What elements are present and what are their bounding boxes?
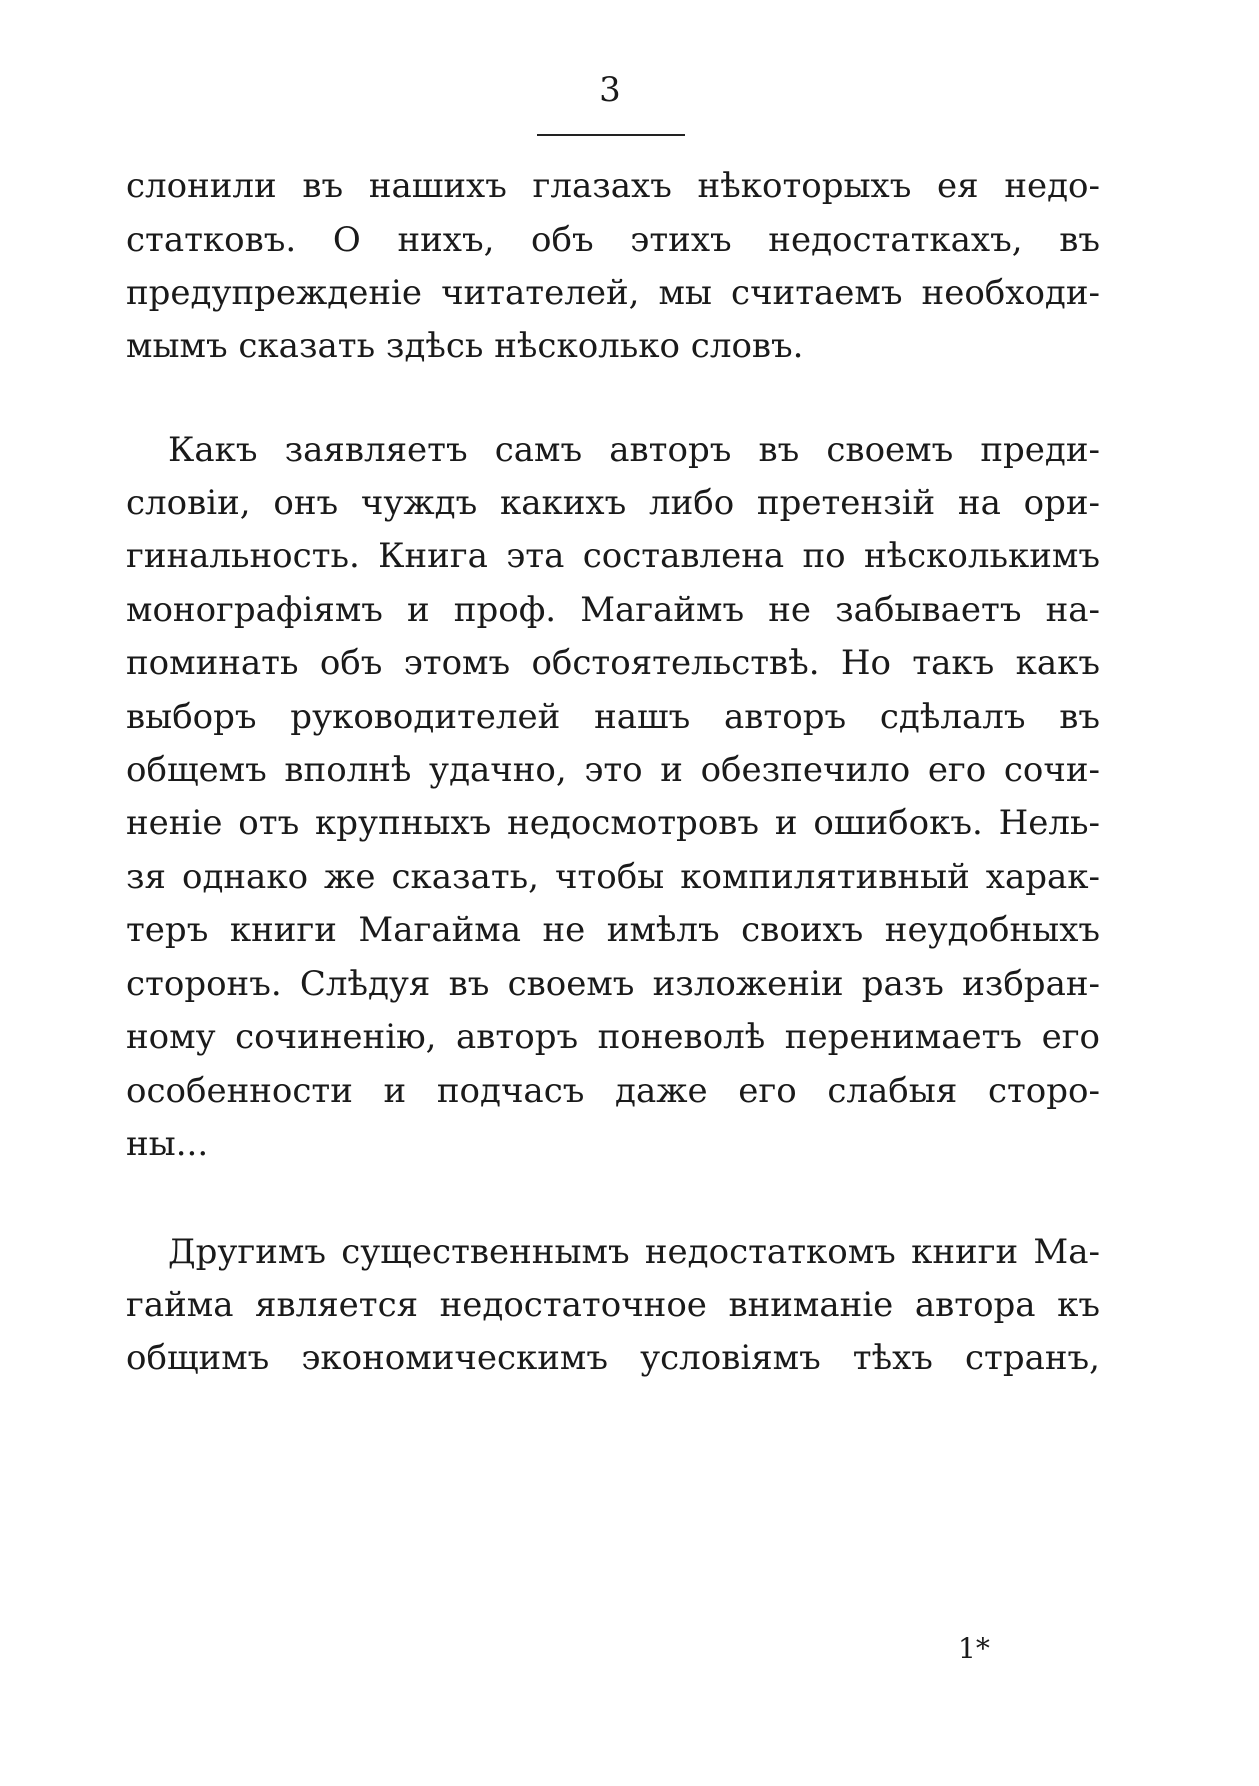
header-rule [537, 134, 685, 136]
text-line: общимъ экономическимъ условіямъ тѣхъ странъ, [126, 1338, 1100, 1378]
page-number: 3 [599, 70, 621, 110]
text-line: статковъ. О нихъ, объ этихъ недостаткахъ, въ [126, 220, 1100, 260]
text-line: общемъ вполнѣ удачно, это и обезпечило его сочи- [126, 750, 1100, 790]
text-line: монографіямъ и проф. Магаймъ не забываетъ на- [126, 590, 1100, 630]
text-line: Другимъ существеннымъ недостаткомъ книги Ма- [168, 1232, 1100, 1272]
text-line: поминать объ этомъ обстоятельствѣ. Но такъ какъ [126, 643, 1100, 683]
text-line: особенности и подчасъ даже его слабыя сторо- [126, 1071, 1100, 1111]
text-line: мымъ сказать здѣсь нѣсколько словъ. [126, 326, 804, 366]
text-line: предупрежденіе читателей, мы считаемъ необходи- [126, 273, 1100, 313]
text-line: Какъ заявляетъ самъ авторъ въ своемъ преди- [168, 430, 1100, 470]
text-line: выборъ руководителей нашъ авторъ сдѣлалъ въ [126, 697, 1100, 737]
text-line: зя однако же сказать, чтобы компилятивный харак- [126, 857, 1100, 897]
text-line: гинальность. Книга эта составлена по нѣсколькимъ [126, 536, 1100, 576]
text-line: сторонъ. Слѣдуя въ своемъ изложеніи разъ избран- [126, 964, 1100, 1004]
text-line: неніе отъ крупныхъ недосмотровъ и ошибокъ. Нель- [126, 803, 1100, 843]
signature-mark: 1* [958, 1632, 990, 1665]
text-line: ны... [126, 1124, 209, 1164]
text-line: словіи, онъ чуждъ какихъ либо претензій на ори- [126, 483, 1100, 523]
text-line: теръ книги Магайма не имѣлъ своихъ неудобныхъ [126, 910, 1100, 950]
text-line: ному сочиненію, авторъ поневолѣ перенимаетъ его [126, 1017, 1100, 1057]
text-line: слонили въ нашихъ глазахъ нѣкоторыхъ ея недо- [126, 166, 1100, 206]
text-line: гайма является недостаточное вниманіе автора къ [126, 1285, 1100, 1325]
